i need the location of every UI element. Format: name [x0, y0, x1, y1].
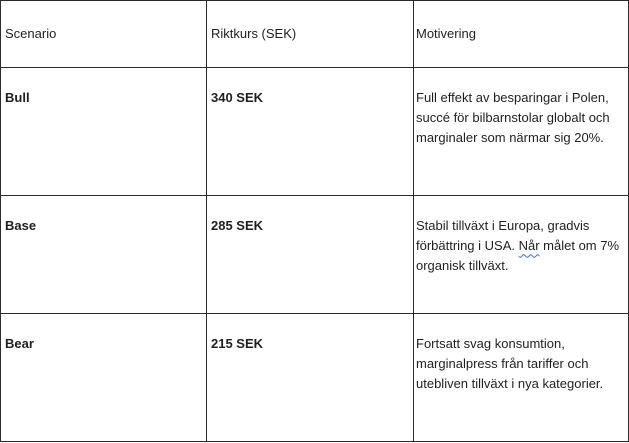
header-target-price[interactable]: Riktkurs (SEK)	[207, 1, 414, 68]
cell-motivation-bull[interactable]: Full effekt av besparingar i Polen, succé för bilbarnstolar globalt och marginaler som närmar sig 20%.	[414, 68, 629, 196]
cell-target-bear[interactable]: 215 SEK	[207, 314, 414, 442]
cell-target-base[interactable]: 285 SEK	[207, 196, 414, 314]
table-header-row	[1, 1, 629, 68]
motivation-text-base: Stabil tillväxt i Europa, gradvis förbättring i USA. Når målet om 7% organisk tillväxt.	[416, 218, 620, 274]
cell-target-bull[interactable]: 340 SEK	[207, 68, 414, 196]
cell-scenario-base[interactable]: Base	[1, 196, 207, 314]
cell-scenario-bull[interactable]: Bull	[1, 68, 207, 196]
header-scenario[interactable]: Scenario	[1, 1, 207, 68]
spellcheck-flagged-word[interactable]: Når	[518, 238, 540, 254]
table-row	[1, 68, 629, 196]
cell-motivation-bear[interactable]: Fortsatt svag konsumtion, marginalpress från tariffer och utebliven tillväxt i nya kategorier.	[414, 314, 629, 442]
cell-motivation-base[interactable]	[414, 196, 629, 314]
table-row	[1, 314, 629, 442]
table-row	[1, 196, 629, 314]
cell-scenario-bear[interactable]: Bear	[1, 314, 207, 442]
header-motivation[interactable]: Motivering	[414, 1, 629, 68]
